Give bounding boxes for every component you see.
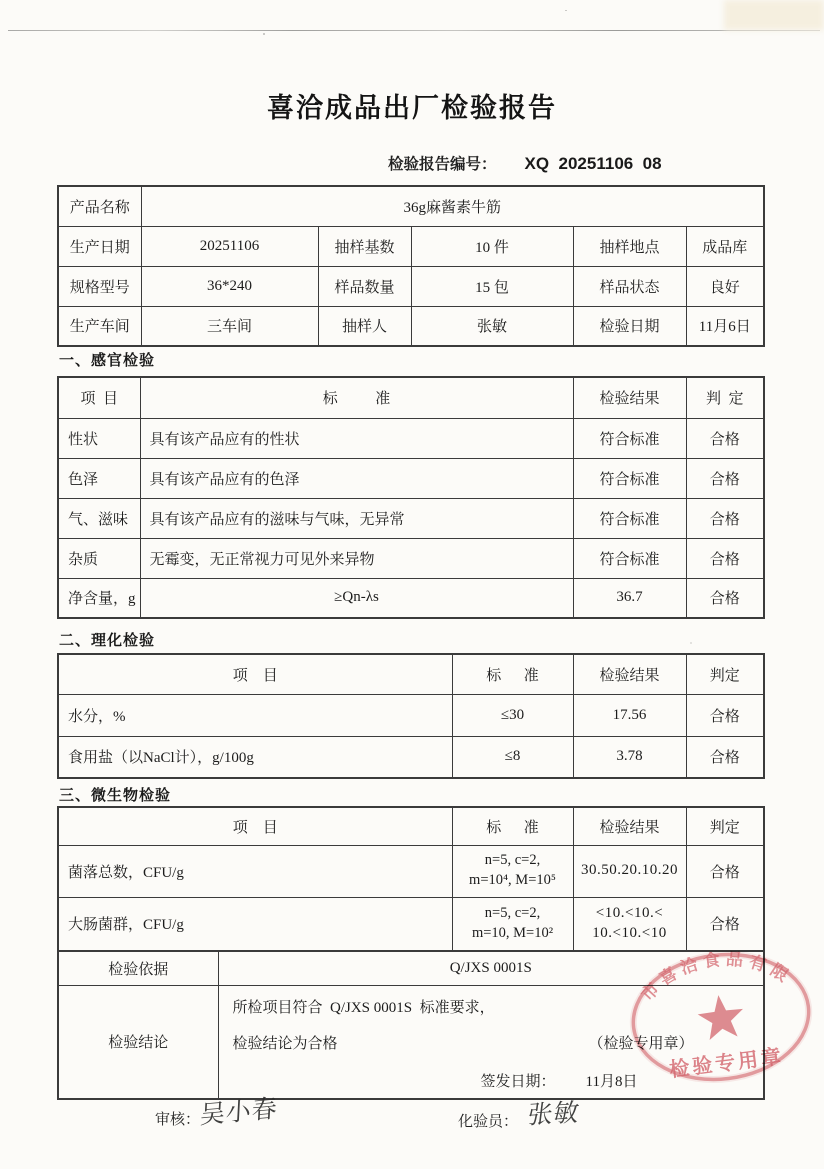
cell-result: 符合标准 <box>573 418 686 458</box>
spec-model-value: 36*240 <box>141 266 318 306</box>
cell-judgement: 合格 <box>686 538 764 578</box>
col-header-judgement: 判定 <box>686 807 764 845</box>
scanner-line-artifact <box>8 30 820 31</box>
inspect-date-value: 11月6日 <box>686 306 764 346</box>
cell-item: 净含量，g <box>58 578 140 618</box>
inspection-basis-label: 检验依据 <box>58 951 218 985</box>
inspect-date-label: 检验日期 <box>573 306 686 346</box>
sensory-table <box>57 376 765 619</box>
sample-qty-label: 样品数量 <box>318 266 411 306</box>
col-header-judgement: 判定 <box>686 654 764 694</box>
info-row <box>58 266 764 306</box>
report-number-value: XQ 20251106 08 <box>524 154 662 173</box>
cell-result: 36.7 <box>573 578 686 618</box>
sample-qty-value: 15 包 <box>411 266 573 306</box>
info-row-product <box>58 186 764 226</box>
cell-standard: 具有该产品应有的性状 <box>140 418 573 458</box>
col-header-item: 项 目 <box>58 807 452 845</box>
sampler-label: 抽样人 <box>318 306 411 346</box>
product-name-value: 36g麻酱素牛筋 <box>141 186 764 226</box>
cell-standard <box>452 845 573 897</box>
cell-judgement: 合格 <box>686 418 764 458</box>
seal-arc-text: 市喜洽食品有限 <box>637 949 796 1005</box>
cell-judgement: 合格 <box>686 498 764 538</box>
physchem-section-heading: 二、理化检验 <box>59 632 156 649</box>
cell-item: 气、滋味 <box>58 498 140 538</box>
report-number-label: 检验报告编号： <box>388 156 497 173</box>
cell-judgement: 合格 <box>686 897 764 951</box>
micro-header-row <box>58 807 764 845</box>
sample-place-label: 抽样地点 <box>573 226 686 266</box>
seal-center-text: 检验专用章 <box>668 1045 786 1082</box>
cell-judgement: 合格 <box>686 458 764 498</box>
cell-standard: ≤8 <box>452 736 573 778</box>
sampler-value: 张敏 <box>411 306 573 346</box>
scan-corner-shadow <box>724 0 824 30</box>
col-header-result: 检验结果 <box>573 807 686 845</box>
reviewer-signature: 吴小春 <box>199 1095 279 1130</box>
product-info-table <box>57 185 765 347</box>
col-header-item: 项 目 <box>58 654 452 694</box>
cell-item: 杂质 <box>58 538 140 578</box>
col-header-item: 项 目 <box>58 377 140 418</box>
tester-signature: 张敏 <box>526 1099 582 1130</box>
issue-date-row <box>481 1070 638 1091</box>
cell-result: 3.78 <box>573 736 686 778</box>
seal-note: （检验专用章） <box>588 1035 694 1052</box>
issue-date-label: 签发日期： <box>480 1073 556 1090</box>
spec-model-label: 规格型号 <box>58 266 141 306</box>
cell-result <box>573 897 686 951</box>
cell-item: 色泽 <box>58 458 140 498</box>
table-row <box>58 498 764 538</box>
table-row <box>58 538 764 578</box>
cell-item: 大肠菌群，CFU/g <box>58 897 452 951</box>
signature-row <box>0 1095 824 1150</box>
cell-standard: 无霉变，无正常视力可见外来异物 <box>140 538 573 578</box>
production-date-value: 20251106 <box>141 226 318 266</box>
cell-item: 菌落总数，CFU/g <box>58 845 452 897</box>
table-row <box>58 578 764 618</box>
workshop-label: 生产车间 <box>58 306 141 346</box>
inspection-basis-value: Q/JXS 0001S <box>218 951 764 985</box>
physchem-table <box>57 653 765 779</box>
cell-result: 30.50.20.10.20 <box>573 845 686 897</box>
info-row <box>58 226 764 266</box>
cell-result: 符合标准 <box>573 498 686 538</box>
workshop-value: 三车间 <box>141 306 318 346</box>
scan-speck <box>263 33 265 35</box>
cell-result: 17.56 <box>573 694 686 736</box>
sample-base-label: 抽样基数 <box>318 226 411 266</box>
cell-standard: 具有该产品应有的色泽 <box>140 458 573 498</box>
cell-standard: ≥Qn-λs <box>140 578 573 618</box>
cell-result: 符合标准 <box>573 458 686 498</box>
sample-state-label: 样品状态 <box>573 266 686 306</box>
col-header-result: 检验结果 <box>573 377 686 418</box>
result-line-2: 10.<10.<10 <box>592 924 667 941</box>
standard-line-1: n=5, c=2, <box>484 852 541 869</box>
table-row <box>58 458 764 498</box>
cell-judgement: 合格 <box>686 736 764 778</box>
production-date-label: 生产日期 <box>58 226 141 266</box>
cell-item: 食用盐（以NaCl计），g/100g <box>58 736 452 778</box>
cell-item: 水分，% <box>58 694 452 736</box>
scan-speck <box>690 642 692 644</box>
col-header-standard: 标 准 <box>140 377 573 418</box>
sensory-section-heading: 一、感官检验 <box>59 352 156 369</box>
standard-line-1: n=5, c=2, <box>484 905 541 922</box>
inspection-seal-stamp <box>626 946 816 1088</box>
col-header-standard: 标 准 <box>452 807 573 845</box>
cell-result: 符合标准 <box>573 538 686 578</box>
report-number-row <box>388 152 662 174</box>
product-name-label: 产品名称 <box>58 186 141 226</box>
cell-judgement: 合格 <box>686 694 764 736</box>
cell-judgement: 合格 <box>686 578 764 618</box>
table-row <box>58 418 764 458</box>
standard-line-2: m=10, M=10² <box>471 924 554 941</box>
table-row <box>58 736 764 778</box>
standard-line-2: m=10⁴, M=10⁵ <box>469 872 556 888</box>
conclusion-label: 检验结论 <box>58 985 218 1099</box>
sample-state-value: 良好 <box>686 266 764 306</box>
issue-date-value: 11月8日 <box>585 1073 638 1090</box>
table-row <box>58 845 764 897</box>
reviewer-label: 审核： <box>155 1112 201 1128</box>
tester-label: 化验员： <box>458 1114 519 1130</box>
cell-standard: ≤30 <box>452 694 573 736</box>
cell-standard: 具有该产品应有的滋味与气味，无异常 <box>140 498 573 538</box>
col-header-result: 检验结果 <box>573 654 686 694</box>
conclusion-line-2: 检验结论为合格 <box>232 1035 338 1052</box>
sample-base-value: 10 件 <box>411 226 573 266</box>
micro-section-heading: 三、微生物检验 <box>59 787 172 804</box>
sensory-header-row <box>58 377 764 418</box>
report-title: 喜洽成品出厂检验报告 <box>267 93 557 123</box>
physchem-header-row <box>58 654 764 694</box>
table-row <box>58 694 764 736</box>
seal-star-icon <box>696 992 747 1041</box>
conclusion-line-1: 所检项目符合 Q/JXS 0001S 标准要求， <box>232 999 495 1016</box>
scan-speck <box>565 10 567 11</box>
info-row <box>58 306 764 346</box>
col-header-judgement: 判 定 <box>686 377 764 418</box>
col-header-standard: 标 准 <box>452 654 573 694</box>
table-row <box>58 897 764 951</box>
result-line-1: <10.<10.< <box>595 905 664 922</box>
microbiology-table <box>57 806 765 952</box>
cell-item: 性状 <box>58 418 140 458</box>
cell-standard <box>452 897 573 951</box>
cell-judgement: 合格 <box>686 845 764 897</box>
sample-place-value: 成品库 <box>686 226 764 266</box>
